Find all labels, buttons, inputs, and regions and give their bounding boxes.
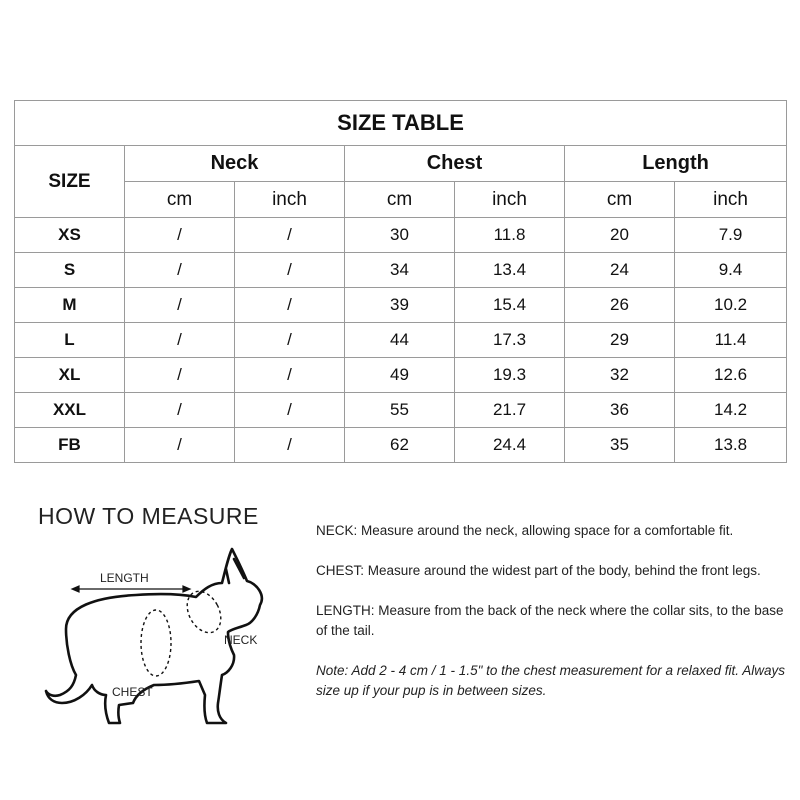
chest-inch-header: inch [455,182,565,218]
length-cm-cell: 32 [565,358,675,393]
size-cell: XL [15,358,125,393]
neck-cm-cell: / [125,428,235,463]
length-arrow [72,586,190,592]
chest-instruction: CHEST: Measure around the widest part of the body, behind the front legs. [316,563,761,578]
neck-inch-cell: / [235,358,345,393]
chest-inch-cell: 11.8 [455,218,565,253]
chest-group-header: Chest [345,146,565,182]
table-row [15,218,787,253]
neck-inch-cell: / [235,288,345,323]
table-row [15,393,787,428]
neck-group-header: Neck [125,146,345,182]
dog-measure-diagram [36,545,266,740]
neck-cm-cell: / [125,253,235,288]
measure-guides [141,586,228,676]
neck-cm-cell: / [125,358,235,393]
table-title: SIZE TABLE [15,101,787,146]
length-inch-cell: 10.2 [675,288,787,323]
length-inch-cell: 13.8 [675,428,787,463]
neck-inch-cell: / [235,393,345,428]
size-table [14,100,787,463]
table-row [15,323,787,358]
length-inch-cell: 11.4 [675,323,787,358]
length-cm-cell: 29 [565,323,675,358]
neck-inch-cell: / [235,218,345,253]
length-cm-cell: 36 [565,393,675,428]
size-cell: L [15,323,125,358]
size-cell: FB [15,428,125,463]
chest-inch-cell: 21.7 [455,393,565,428]
length-inch-cell: 12.6 [675,358,787,393]
chest-cm-cell: 30 [345,218,455,253]
neck-inch-cell: / [235,323,345,358]
sizing-note: Note: Add 2 - 4 cm / 1 - 1.5" to the chest measurement for a relaxed fit. Always size up if your pup is in between sizes. [316,663,785,698]
length-group-header: Length [565,146,787,182]
neck-cm-header: cm [125,182,235,218]
chest-cm-cell: 34 [345,253,455,288]
size-rows [15,218,787,463]
neck-inch-cell: / [235,253,345,288]
table-row [15,288,787,323]
chest-cm-cell: 49 [345,358,455,393]
neck-label: NECK [224,633,258,647]
chest-label: CHEST [112,685,153,699]
neck-cm-cell: / [125,323,235,358]
chest-cm-cell: 62 [345,428,455,463]
neck-instruction: NECK: Measure around the neck, allowing space for a comfortable fit. [316,523,734,538]
chest-cm-cell: 55 [345,393,455,428]
length-label: LENGTH [100,571,149,585]
chest-cm-cell: 39 [345,288,455,323]
measure-instructions [316,521,794,721]
length-cm-cell: 24 [565,253,675,288]
size-column-header: SIZE [15,146,125,218]
length-inch-cell: 9.4 [675,253,787,288]
neck-cm-cell: / [125,218,235,253]
length-inch-header: inch [675,182,787,218]
neck-cm-cell: / [125,288,235,323]
neck-cm-cell: / [125,393,235,428]
chest-inch-cell: 24.4 [455,428,565,463]
neck-inch-cell: / [235,428,345,463]
table-row [15,428,787,463]
size-cell: M [15,288,125,323]
table-row [15,358,787,393]
chest-inch-cell: 13.4 [455,253,565,288]
chest-inch-cell: 17.3 [455,323,565,358]
length-inch-cell: 7.9 [675,218,787,253]
length-cm-header: cm [565,182,675,218]
table-row [15,253,787,288]
length-cm-cell: 35 [565,428,675,463]
length-cm-cell: 26 [565,288,675,323]
how-to-measure-title: HOW TO MEASURE [38,503,259,529]
chest-cm-header: cm [345,182,455,218]
size-cell: XXL [15,393,125,428]
neck-inch-header: inch [235,182,345,218]
chest-cm-cell: 44 [345,323,455,358]
length-cm-cell: 20 [565,218,675,253]
length-inch-cell: 14.2 [675,393,787,428]
size-cell: S [15,253,125,288]
chest-inch-cell: 15.4 [455,288,565,323]
size-cell: XS [15,218,125,253]
length-instruction: LENGTH: Measure from the back of the neck where the collar sits, to the base of the tail. [316,603,784,638]
chest-inch-cell: 19.3 [455,358,565,393]
